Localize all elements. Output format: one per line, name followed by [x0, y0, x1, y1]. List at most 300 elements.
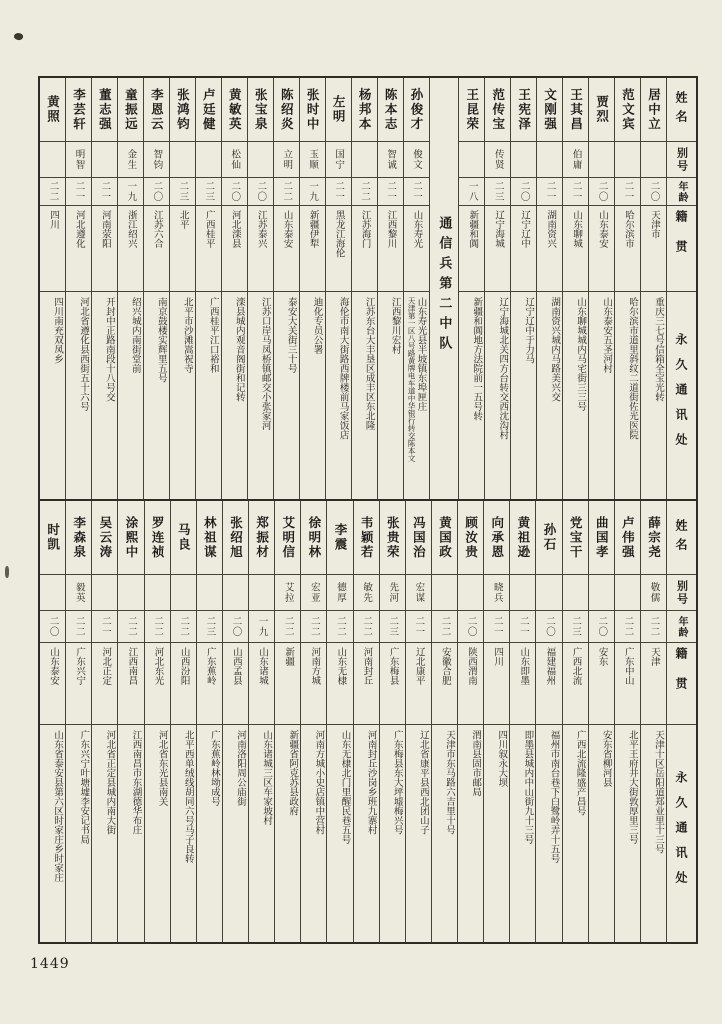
- person-native-place-cell: [641, 206, 666, 292]
- person-address: 广西桂平江口裕和: [207, 297, 219, 373]
- person-age-cell: [223, 611, 248, 643]
- person-name-cell: [223, 501, 248, 575]
- person-name: 黄照: [45, 95, 61, 124]
- entry-column: [614, 501, 640, 942]
- entry-column: [588, 501, 614, 942]
- person-address-cell: [66, 725, 91, 942]
- person-native-place-cell: [354, 643, 379, 725]
- person-alias-cell: [459, 142, 484, 178]
- person-alias-cell: [197, 575, 222, 611]
- entry-column: [377, 78, 403, 499]
- person-native-place-cell: [485, 206, 510, 292]
- person-name: 孙石: [541, 523, 557, 552]
- entry-column: [325, 78, 351, 499]
- person-address-cell: [406, 725, 431, 942]
- entry-column: [431, 501, 457, 942]
- person-address-cell: [641, 292, 666, 499]
- person-address-cell: [300, 292, 325, 499]
- entry-column: [170, 501, 196, 942]
- person-age-cell: [249, 611, 274, 643]
- person-name-cell: [563, 501, 588, 575]
- person-name-cell: [327, 501, 352, 575]
- person-age-cell: [615, 611, 640, 643]
- person-age: 二二: [439, 616, 451, 637]
- person-age: 一九: [307, 181, 319, 202]
- person-address: 即墨县城内中山街九十三号: [522, 730, 534, 844]
- person-address: 山东诸城三区车家坡村: [261, 730, 273, 825]
- person-alias: 立明: [281, 149, 293, 170]
- person-name-cell: [170, 78, 195, 142]
- entry-column: [196, 501, 222, 942]
- person-native-place: 哈尔滨市: [623, 210, 634, 248]
- person-age: 二三: [177, 181, 189, 202]
- person-address: 山东省泰安县第六区时家庄乡时家庄: [52, 730, 64, 882]
- person-address: 北平王府井大街敦厚里三号: [626, 730, 638, 844]
- person-native-place-cell: [222, 206, 247, 292]
- person-alias: 宏亚: [308, 582, 320, 603]
- person-native-place-cell: [536, 643, 561, 725]
- person-name: 向承恩: [489, 515, 505, 560]
- person-age: 二〇: [543, 616, 555, 637]
- person-name: 董志强: [97, 87, 113, 132]
- person-name-cell: [66, 501, 91, 575]
- person-native-place: 山东诸城: [257, 647, 269, 685]
- person-native-place-cell: [641, 643, 666, 725]
- person-age: 一八: [466, 181, 478, 202]
- person-address: 南京鼓楼实辉里五号: [155, 297, 167, 383]
- header-label-age: 年龄: [676, 615, 687, 638]
- person-address-cell: [458, 725, 483, 942]
- header-label-alias: 别号: [675, 579, 689, 606]
- person-name-cell: [66, 78, 91, 142]
- person-name-cell: [352, 78, 377, 142]
- person-native-place-cell: [144, 206, 169, 292]
- person-name-cell: [118, 78, 143, 142]
- person-name: 陈绍炎: [279, 87, 295, 132]
- person-alias-cell: [40, 575, 65, 611]
- person-address-cell: [145, 725, 170, 942]
- entry-column: [588, 78, 614, 499]
- person-age: 二一: [333, 181, 345, 202]
- person-name-cell: [92, 501, 117, 575]
- person-name-cell: [615, 501, 640, 575]
- person-age: 二三: [203, 181, 215, 202]
- person-native-place: 福建福州: [544, 647, 556, 685]
- person-age: 二〇: [596, 181, 608, 202]
- person-alias-cell: [354, 575, 379, 611]
- person-native-place-cell: [615, 206, 640, 292]
- person-age-cell: [563, 178, 588, 206]
- directory-table: [38, 76, 698, 944]
- person-address: 天津十区岳阳道郑业里十三号: [653, 730, 664, 854]
- person-alias-cell: [196, 142, 221, 178]
- entry-column: [509, 501, 535, 942]
- scan-artifact: [13, 32, 24, 41]
- person-address-cell: [563, 292, 588, 499]
- person-age: 一九: [256, 616, 268, 637]
- person-address: 广东梅县东大坪墟梅兴号: [391, 730, 403, 835]
- person-native-place-cell: [511, 206, 536, 292]
- person-name-cell: [511, 78, 536, 142]
- person-alias-cell: [406, 575, 431, 611]
- person-name-cell: [92, 78, 117, 142]
- person-age-cell: [248, 178, 273, 206]
- person-name-cell: [354, 501, 379, 575]
- person-address-cell: [274, 292, 299, 499]
- person-address-cell: [326, 292, 351, 499]
- person-address-cell: [222, 292, 247, 499]
- person-name-cell: [197, 501, 222, 575]
- person-alias-cell: [92, 575, 117, 611]
- person-native-place: 湖南资兴: [545, 210, 557, 248]
- person-address-cell: [196, 292, 221, 499]
- person-age: 二三: [492, 181, 504, 202]
- person-age-cell: [92, 611, 117, 643]
- entry-column: [484, 78, 510, 499]
- entry-column: [351, 78, 377, 499]
- person-age: 二二: [282, 616, 294, 637]
- person-address-cell: [327, 725, 352, 942]
- person-alias-cell: [563, 575, 588, 611]
- person-address-cell: [118, 725, 143, 942]
- person-name: 王昆荣: [464, 87, 480, 132]
- person-alias: 智钧: [151, 149, 163, 170]
- person-age: 二二: [622, 616, 634, 637]
- person-age-cell: [563, 611, 588, 643]
- person-age-cell: [327, 611, 352, 643]
- person-name: 李震: [332, 523, 348, 552]
- person-native-place: 江西黎川: [385, 210, 397, 248]
- person-age-cell: [406, 611, 431, 643]
- person-address: 江苏东台大丰垦区成丰区东北隆: [363, 297, 375, 430]
- person-native-place-cell: [40, 643, 65, 725]
- person-age: 二三: [204, 616, 216, 637]
- person-native-place: 山西汾阳: [178, 647, 190, 685]
- person-name-cell: [563, 78, 588, 142]
- person-name: 贾烈: [594, 95, 610, 124]
- person-address-cell: [301, 725, 326, 942]
- person-age: 二〇: [648, 181, 660, 202]
- person-address: 山东泰安五圣河村: [601, 297, 613, 373]
- table-band: [40, 499, 696, 942]
- person-address-cell: [118, 292, 143, 499]
- person-age: 一九: [125, 181, 137, 202]
- person-native-place-cell: [197, 643, 222, 725]
- person-name-cell: [406, 501, 431, 575]
- person-name: 杨邦本: [357, 87, 373, 132]
- person-native-place-cell: [274, 206, 299, 292]
- entry-column: [273, 78, 299, 499]
- person-native-place: 安徽合肥: [439, 647, 451, 685]
- person-alias-cell: [300, 142, 325, 178]
- header-cell-alias: [667, 142, 696, 178]
- header-label-native: 籍贯: [674, 647, 688, 707]
- person-age: 二一: [622, 181, 634, 202]
- person-alias-cell: [170, 142, 195, 178]
- person-age: 二二: [281, 181, 293, 202]
- person-name: 黄敏英: [227, 87, 243, 132]
- person-alias: 俊文: [411, 149, 423, 170]
- person-name-cell: [274, 78, 299, 142]
- person-native-place-cell: [118, 206, 143, 292]
- person-age-cell: [484, 611, 509, 643]
- person-alias-cell: [222, 142, 247, 178]
- person-address: 开封中正路南段十八号交: [103, 297, 115, 402]
- person-name-cell: [615, 78, 640, 142]
- person-name: 冯国治: [411, 515, 427, 560]
- person-age: 二一: [544, 181, 556, 202]
- person-address-cell: [92, 292, 117, 499]
- person-address-cell: [354, 725, 379, 942]
- person-age-cell: [196, 178, 221, 206]
- person-address-cell: [511, 292, 536, 499]
- person-native-place-cell: [248, 206, 273, 292]
- person-age-cell: [354, 611, 379, 643]
- person-address-cell: [589, 292, 614, 499]
- person-native-place-cell: [589, 643, 614, 725]
- entry-column: [535, 501, 561, 942]
- person-native-place-cell: [352, 206, 377, 292]
- person-address-cell: [380, 725, 405, 942]
- scan-artifact: [5, 566, 9, 578]
- person-age-cell: [40, 178, 65, 206]
- person-age-cell: [326, 178, 351, 206]
- person-alias: 晓兵: [491, 582, 503, 603]
- person-address: 山东聊城城内马宅街三三号: [575, 297, 587, 411]
- person-address-note: 天津第一区八号路黄牌电车道中华银行转交陈本文: [407, 297, 417, 462]
- person-alias: 智诚: [385, 149, 397, 170]
- person-age: 二一: [411, 181, 423, 202]
- person-name: 薛宗尧: [646, 515, 662, 560]
- person-age-cell: [66, 178, 91, 206]
- person-native-place: 浙江绍兴: [125, 210, 137, 248]
- person-native-place: 辽北康平: [413, 647, 425, 685]
- header-label-address: 永久通讯处: [674, 333, 688, 458]
- person-age-cell: [170, 178, 195, 206]
- person-age-cell: [301, 611, 326, 643]
- person-age-cell: [275, 611, 300, 643]
- person-native-place-cell: [615, 643, 640, 725]
- person-native-place-cell: [589, 206, 614, 292]
- person-native-place-cell: [118, 643, 143, 725]
- person-native-place-cell: [170, 206, 195, 292]
- person-name-cell: [537, 78, 562, 142]
- person-alias-cell: [275, 575, 300, 611]
- person-address-cell: [223, 725, 248, 942]
- person-age: 二一: [570, 181, 582, 202]
- person-alias: 先河: [387, 582, 399, 603]
- person-alias-cell: [511, 142, 536, 178]
- person-alias-cell: [536, 575, 561, 611]
- person-address-cell: [248, 292, 273, 499]
- person-address-cell: [352, 292, 377, 499]
- person-age-cell: [536, 611, 561, 643]
- person-name: 顾汝贵: [463, 515, 479, 560]
- person-name: 张时中: [305, 87, 321, 132]
- person-name: 王宪泽: [516, 87, 532, 132]
- header-label-alias: 别号: [675, 146, 689, 173]
- person-name-cell: [40, 78, 65, 142]
- person-address: 广东兴宁叶塘墟李安记书局: [78, 730, 90, 844]
- entry-column: [65, 78, 91, 499]
- person-address-cell: [40, 292, 65, 499]
- entry-column: [117, 501, 143, 942]
- person-name-cell: [378, 78, 403, 142]
- person-address: 湖南资兴城内马路美兴交: [549, 297, 561, 402]
- person-native-place: 安东: [596, 647, 608, 666]
- header-cell-address: [667, 725, 696, 942]
- person-address: 新疆和阗地方法院前一五号转: [471, 297, 483, 421]
- person-native-place: 河北正定: [100, 647, 112, 685]
- person-alias-cell: [563, 142, 588, 178]
- person-alias: 德厚: [334, 582, 346, 603]
- person-address: 滦县城内观音阁街和记转: [233, 297, 245, 402]
- person-address: 渭南县固市邮局: [470, 730, 482, 797]
- person-age: 二一: [517, 616, 529, 637]
- entry-column: [353, 501, 379, 942]
- person-alias-cell: [485, 142, 510, 178]
- person-age: 二三: [387, 616, 399, 637]
- person-age-cell: [589, 611, 614, 643]
- person-native-place-cell: [40, 206, 65, 292]
- person-alias: 伯庸: [570, 149, 582, 170]
- header-label-age: 年龄: [676, 180, 687, 203]
- person-address: 河南方城小史店镇中营村: [313, 730, 325, 835]
- person-alias-cell: [66, 575, 91, 611]
- person-address: 迪化专员公署: [311, 297, 323, 354]
- entry-column: [614, 78, 640, 499]
- entry-column: [91, 501, 117, 942]
- person-alias: 玉顺: [307, 149, 319, 170]
- person-alias-cell: [249, 575, 274, 611]
- person-name: 林祖谋: [202, 515, 218, 560]
- person-age: 二一: [73, 181, 85, 202]
- person-alias: 松仙: [229, 149, 241, 170]
- person-name: 马良: [176, 523, 192, 552]
- unit-label: 通信兵第二中队: [436, 216, 452, 356]
- person-native-place-cell: [459, 206, 484, 292]
- entry-column: [222, 501, 248, 942]
- entry-column: [536, 78, 562, 499]
- person-address: 辽宁辽中于力马: [523, 297, 535, 364]
- person-address: 四川叙永大坝: [496, 730, 508, 787]
- unit-column: [429, 78, 459, 499]
- person-alias-cell: [326, 142, 351, 178]
- person-native-place: 广东梅县: [387, 647, 399, 685]
- person-age: 二三: [570, 616, 582, 637]
- person-address: 四川南充双凤乡: [51, 297, 63, 364]
- person-age-cell: [352, 178, 377, 206]
- header-cell-name: [667, 501, 696, 575]
- person-age-cell: [615, 178, 640, 206]
- person-address-cell: [92, 725, 117, 942]
- entry-column: [458, 78, 484, 499]
- person-name: 文刚强: [542, 87, 558, 132]
- person-address: 河南封丘沙岗乡班九寨村: [365, 730, 377, 835]
- person-name: 韦颖若: [359, 515, 375, 560]
- person-name-cell: [484, 501, 509, 575]
- entry-column: [379, 501, 405, 942]
- person-native-place: 北平: [177, 210, 189, 229]
- person-age-cell: [641, 178, 666, 206]
- person-address: 山东无棣北门里醒民巷五号: [339, 730, 351, 844]
- entry-column: [274, 501, 300, 942]
- person-age: 二二: [334, 616, 346, 637]
- person-native-place: 新疆伊犁: [307, 210, 319, 248]
- person-address: 哈尔滨市道里斜纹二道街佐光医院: [627, 297, 639, 440]
- person-age-cell: [378, 178, 403, 206]
- person-address-cell: [197, 725, 222, 942]
- person-name: 王其昌: [568, 87, 584, 132]
- person-address-cell: [563, 725, 588, 942]
- person-name: 居中立: [646, 87, 662, 132]
- person-address-cell: [378, 292, 403, 499]
- person-name-cell: [536, 501, 561, 575]
- person-name: 范传宝: [490, 87, 506, 132]
- person-name: 时凯: [45, 523, 61, 552]
- person-age: 二二: [47, 181, 59, 202]
- person-address-cell: [66, 292, 91, 499]
- person-age: 二二: [152, 616, 164, 637]
- person-native-place-cell: [563, 206, 588, 292]
- person-age: 二二: [361, 616, 373, 637]
- person-address-cell: [615, 725, 640, 942]
- person-native-place-cell: [380, 643, 405, 725]
- person-age: 二二: [178, 616, 190, 637]
- person-alias-cell: [537, 142, 562, 178]
- person-native-place-cell: [249, 643, 274, 725]
- person-native-place: 江苏六合: [151, 210, 163, 248]
- person-address-cell: [536, 725, 561, 942]
- header-label-native: 籍贯: [674, 210, 688, 270]
- person-name: 卢廷健: [201, 87, 217, 132]
- person-alias-cell: [92, 142, 117, 178]
- person-address-cell: [40, 725, 65, 942]
- person-name: 郑振材: [254, 515, 270, 560]
- entry-column: [91, 78, 117, 499]
- entry-column: [40, 78, 65, 499]
- person-address-cell: [510, 725, 535, 942]
- person-address: 北平西单绒线胡同六号马子良转: [182, 730, 194, 863]
- person-age: 二〇: [151, 181, 163, 202]
- person-address: 安东省柳河县: [600, 730, 612, 787]
- header-cell-alias: [667, 575, 696, 611]
- person-name: 罗连祯: [150, 515, 166, 560]
- person-address-cell: [485, 292, 510, 499]
- header-cell-age: [667, 611, 696, 643]
- person-age-cell: [118, 178, 143, 206]
- unit-cell: [430, 78, 459, 499]
- person-address: 河北省东光县南关: [156, 730, 168, 806]
- entry-column: [510, 78, 536, 499]
- person-name: 童振远: [123, 87, 139, 132]
- person-alias-cell: [641, 142, 666, 178]
- person-name: 党宝干: [568, 515, 584, 560]
- entry-column: [144, 501, 170, 942]
- person-name: 涂熙中: [123, 515, 139, 560]
- person-native-place: 新疆: [283, 647, 295, 666]
- person-name-cell: [326, 78, 351, 142]
- entry-column: [143, 78, 169, 499]
- person-age-cell: [432, 611, 457, 643]
- person-native-place-cell: [66, 206, 91, 292]
- person-age-cell: [459, 178, 484, 206]
- person-address: 江西黎川宏村: [389, 297, 401, 354]
- person-address: 广西北流隆盛产昌号: [574, 730, 586, 816]
- person-name: 李森泉: [71, 515, 87, 560]
- person-alias: 明智: [73, 149, 85, 170]
- person-alias: 国宁: [333, 149, 345, 170]
